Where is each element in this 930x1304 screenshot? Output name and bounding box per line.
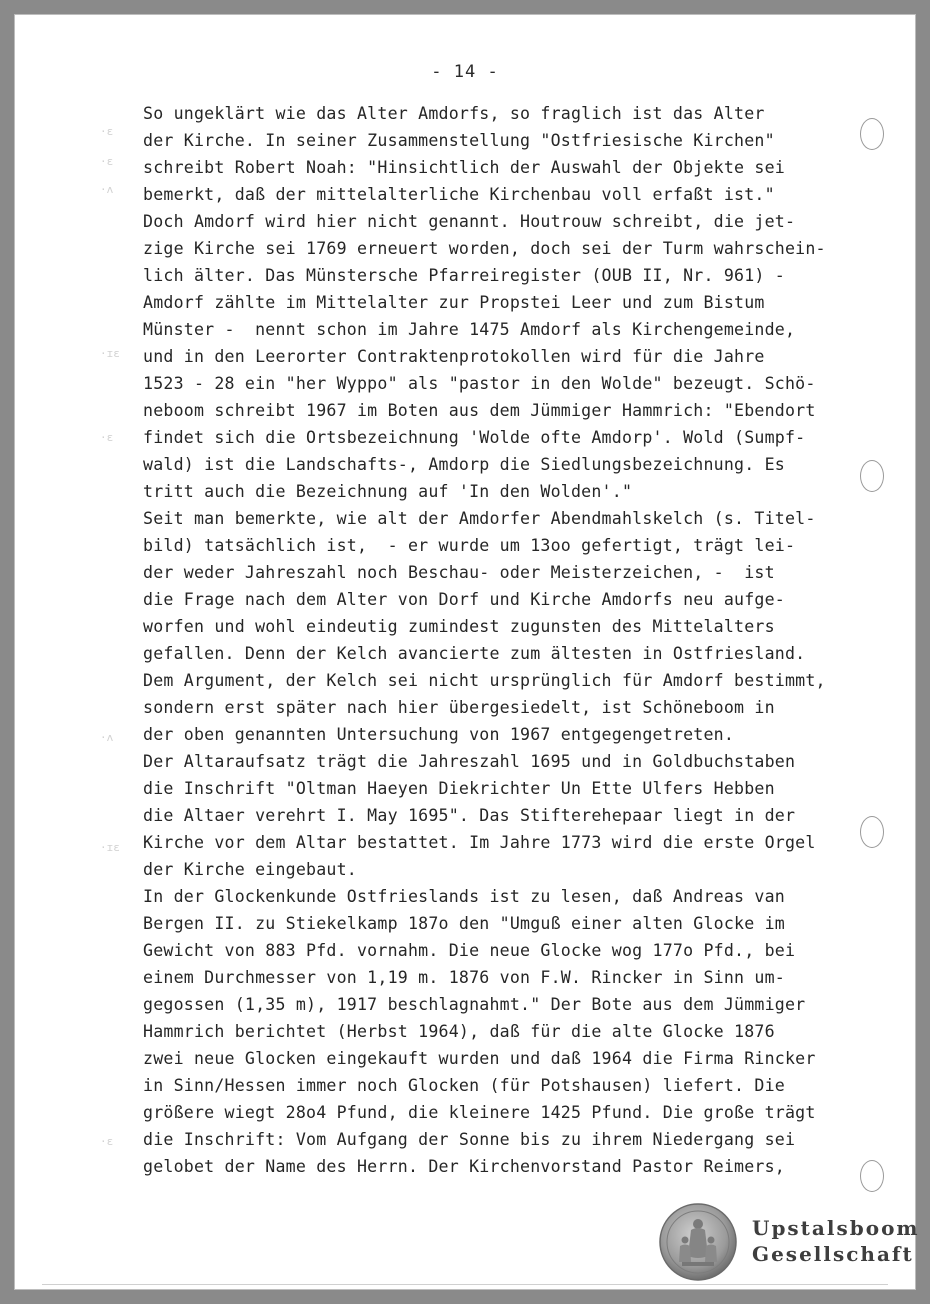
text-line: tritt auch die Bezeichnung auf 'In den Wolden'." [143, 482, 633, 501]
text-line: die Inschrift "Oltman Haeyen Diekrichter Un Ette Ulfers Hebben [143, 779, 775, 798]
text-line: die Frage nach dem Alter von Dorf und Kirche Amdorfs neu aufge- [143, 590, 785, 609]
text-line: findet sich die Ortsbezeichnung 'Wolde ofte Amdorp'. Wold (Sumpf- [143, 428, 806, 447]
document-page [14, 14, 920, 1290]
bleed-through-mark: ·ɛ [100, 155, 114, 168]
bleed-through-mark: ·ʌ [100, 731, 114, 744]
text-line: Seit man bemerkte, wie alt der Amdorfer Abendmahlskelch (s. Titel- [143, 509, 816, 528]
bleed-through-mark: ·ɪɛ [100, 347, 120, 360]
text-line: neboom schreibt 1967 im Boten aus dem Jümmiger Hammrich: "Ebendort [143, 401, 816, 420]
text-line: Kirche vor dem Altar bestattet. Im Jahre 1773 wird die erste Orgel [143, 833, 816, 852]
text-line: Doch Amdorf wird hier nicht genannt. Houtrouw schreibt, die jet- [143, 212, 796, 231]
text-line: einem Durchmesser von 1,19 m. 1876 von F.W. Rincker in Sinn um- [143, 968, 785, 987]
text-line: die Altaer verehrt I. May 1695". Das Stifterehepaar liegt in der [143, 806, 796, 825]
text-line: 1523 - 28 ein "her Wyppo" als "pastor in den Wolde" bezeugt. Schö- [143, 374, 816, 393]
text-line: sondern erst später nach hier übergesiedelt, ist Schöneboom in [143, 698, 775, 717]
text-line: bild) tatsächlich ist, - er wurde um 13oo gefertigt, trägt lei- [143, 536, 796, 555]
text-line: gelobet der Name des Herrn. Der Kirchenvorstand Pastor Reimers, [143, 1157, 785, 1176]
text-line: Bergen II. zu Stiekelkamp 187o den "Umguß einer alten Glocke im [143, 914, 785, 933]
text-line: zwei neue Glocken eingekauft wurden und daß 1964 die Firma Rincker [143, 1049, 816, 1068]
text-line: gefallen. Denn der Kelch avancierte zum ältesten in Ostfriesland. [143, 644, 806, 663]
text-line: zige Kirche sei 1769 erneuert worden, doch sei der Turm wahrschein- [143, 239, 826, 258]
text-line: Gewicht von 883 Pfd. vornahm. Die neue Glocke wog 177o Pfd., bei [143, 941, 796, 960]
text-line: lich älter. Das Münstersche Pfarreiregister (OUB II, Nr. 961) - [143, 266, 785, 285]
text-line: der oben genannten Untersuchung von 1967 entgegengetreten. [143, 725, 735, 744]
text-line: der Kirche. In seiner Zusammenstellung "Ostfriesische Kirchen" [143, 131, 775, 150]
text-line: gegossen (1,35 m), 1917 beschlagnahmt." Der Bote aus dem Jümmiger [143, 995, 806, 1014]
bleed-through-mark: ·ɛ [100, 431, 114, 444]
logo-wordmark [752, 1215, 920, 1267]
text-line: Hammrich berichtet (Herbst 1964), daß für die alte Glocke 1876 [143, 1022, 775, 1041]
logo-line-2: Gesellschaft [752, 1242, 914, 1266]
text-line: Dem Argument, der Kelch sei nicht ursprünglich für Amdorf bestimmt, [143, 671, 826, 690]
text-line: schreibt Robert Noah: "Hinsichtlich der Auswahl der Objekte sei [143, 158, 785, 177]
text-line: größere wiegt 28o4 Pfund, die kleinere 1425 Pfund. Die große trägt [143, 1103, 816, 1122]
bleed-through-mark: ·ɛ [100, 125, 114, 138]
text-line: der Kirche eingebaut. [143, 860, 357, 879]
text-line: und in den Leerorter Contraktenprotokollen wird für die Jahre [143, 347, 765, 366]
text-line: Münster - nennt schon im Jahre 1475 Amdorf als Kirchengemeinde, [143, 320, 796, 339]
bottom-rule [42, 1284, 888, 1285]
bleed-through-mark: ·ʌ [100, 183, 114, 196]
seal-icon [658, 1202, 738, 1282]
text-line: Der Altaraufsatz trägt die Jahreszahl 1695 und in Goldbuchstaben [143, 752, 796, 771]
body-text [143, 100, 873, 1180]
text-line: Amdorf zählte im Mittelalter zur Propstei Leer und zum Bistum [143, 293, 765, 312]
text-line: der weder Jahreszahl noch Beschau- oder Meisterzeichen, - ist [143, 563, 775, 582]
text-line: In der Glockenkunde Ostfrieslands ist zu lesen, daß Andreas van [143, 887, 785, 906]
text-line: bemerkt, daß der mittelalterliche Kirchenbau voll erfaßt ist." [143, 185, 775, 204]
text-line: in Sinn/Hessen immer noch Glocken (für Potshausen) liefert. Die [143, 1076, 785, 1095]
logo-line-1: Upstalsboom [752, 1216, 920, 1240]
bleed-through-mark: ·ɛ [100, 1135, 114, 1148]
bleed-through-mark: ·ɪɛ [100, 841, 120, 854]
page-number: - 14 - [431, 62, 499, 82]
text-line: worfen und wohl eindeutig zumindest zugunsten des Mittelalters [143, 617, 775, 636]
society-logo [658, 1202, 920, 1282]
text-line: die Inschrift: Vom Aufgang der Sonne bis zu ihrem Niedergang sei [143, 1130, 796, 1149]
text-line: So ungeklärt wie das Alter Amdorfs, so fraglich ist das Alter [143, 104, 765, 123]
text-line: wald) ist die Landschafts-, Amdorp die Siedlungsbezeichnung. Es [143, 455, 785, 474]
